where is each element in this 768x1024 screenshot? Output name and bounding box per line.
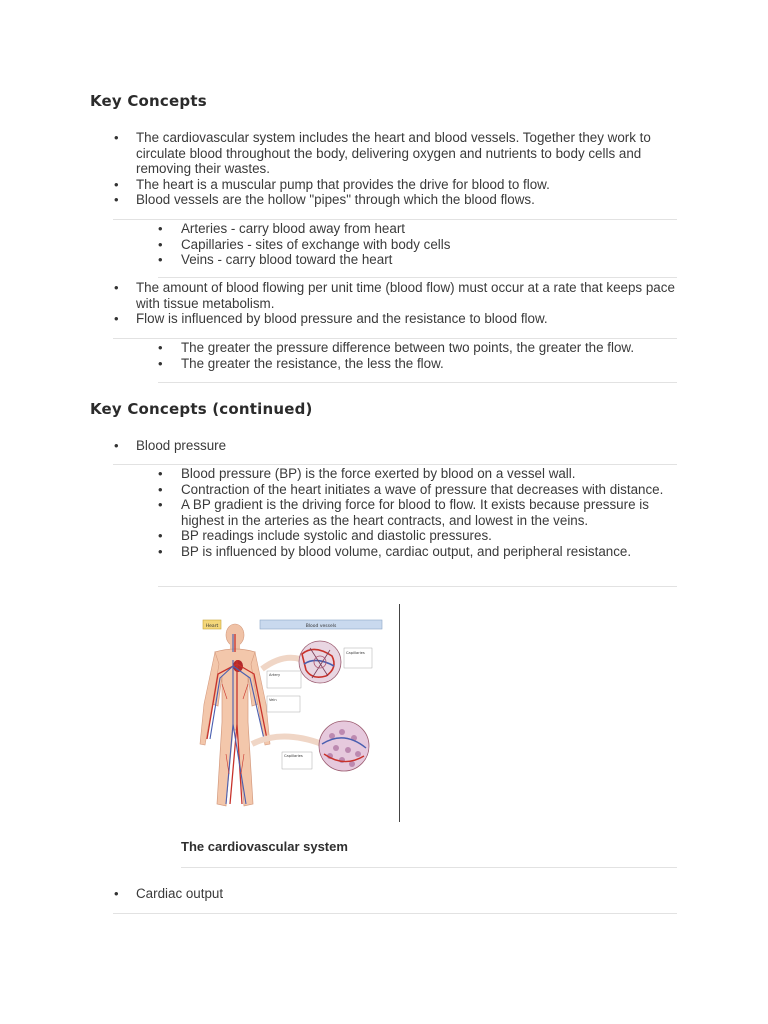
list-item: • The greater the pressure difference between two points, the greater the flow. — [181, 340, 676, 356]
list-item: • The heart is a muscular pump that provides the drive for blood to flow. — [136, 177, 681, 193]
list-item: • BP readings include systolic and diastolic pressures. — [181, 528, 676, 544]
list-item: • Veins - carry blood toward the heart — [181, 252, 676, 268]
figure-label-artery: Artery — [269, 673, 281, 677]
list-item: • The greater the resistance, the less the flow. — [181, 356, 676, 372]
cardiovascular-figure — [182, 604, 400, 822]
vessel-types-list — [181, 221, 676, 268]
divider — [113, 219, 677, 220]
blood-pressure-list — [136, 438, 681, 454]
flow-factors-list — [181, 340, 676, 371]
list-item: • Flow is influenced by blood pressure and the resistance to blood flow. — [136, 311, 681, 327]
list-item: • A BP gradient is the driving force for blood to flow. It exists because pressure is highest in the arteries as the heart contracts, and lowest in the veins. — [181, 497, 676, 528]
human-body-illustration — [200, 624, 270, 806]
capillary-bed-magnified-top — [299, 641, 341, 683]
figure-label-vein: Vein — [269, 698, 277, 702]
figure-caption: The cardiovascular system — [181, 839, 348, 854]
divider — [113, 464, 677, 465]
divider — [113, 913, 677, 914]
figure-label-vessels: Blood vessels — [305, 624, 337, 629]
cardiac-output-list — [136, 886, 681, 902]
list-item: • Contraction of the heart initiates a wave of pressure that decreases with distance. — [181, 482, 676, 498]
divider — [158, 382, 677, 383]
bp-details-list — [181, 466, 676, 560]
divider — [113, 338, 677, 339]
list-item: • Blood vessels are the hollow "pipes" through which the blood flows. — [136, 192, 681, 208]
figure-border — [399, 604, 400, 822]
key-concepts-list — [136, 130, 681, 208]
capillary-bed-magnified-bottom — [319, 721, 369, 771]
list-item: • Blood pressure — [136, 438, 681, 454]
list-item: • The cardiovascular system includes the heart and blood vessels. Together they work to circulate blood throughout the body, delivering oxygen and nutrients to body cells and removing their wastes. — [136, 130, 681, 177]
list-item: • The amount of blood flowing per unit time (blood flow) must occur at a rate that keeps pace with tissue metabolism. — [136, 280, 681, 311]
figure-label-capillaries-bottom: Capillaries — [284, 754, 303, 758]
divider — [181, 867, 677, 868]
section-heading: Key Concepts — [90, 92, 207, 110]
list-item: • Cardiac output — [136, 886, 681, 902]
list-item: • Arteries - carry blood away from heart — [181, 221, 676, 237]
list-item: • Blood pressure (BP) is the force exerted by blood on a vessel wall. — [181, 466, 676, 482]
divider — [158, 277, 677, 278]
figure-label-capillaries-top: Capillaries — [346, 651, 365, 655]
divider — [158, 586, 677, 587]
list-item: • Capillaries - sites of exchange with body cells — [181, 237, 676, 253]
flow-list — [136, 280, 681, 327]
figure-label-heart: Heart — [205, 624, 219, 629]
section-heading: Key Concepts (continued) — [90, 400, 313, 418]
list-item: • BP is influenced by blood volume, cardiac output, and peripheral resistance. — [181, 544, 676, 560]
